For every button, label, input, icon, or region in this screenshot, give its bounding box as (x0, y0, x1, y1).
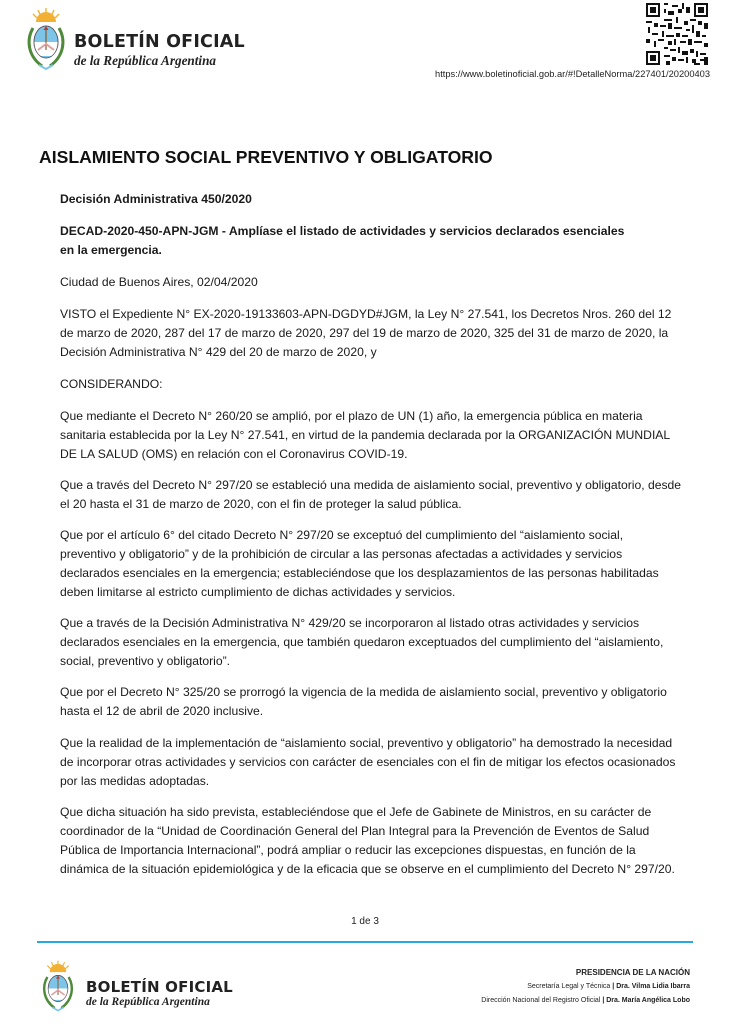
footer-boletin-logo (40, 958, 260, 1018)
qr-code-icon (646, 3, 708, 65)
footer-credits (481, 966, 690, 1008)
credit-name: Dra. María Angélica Lobo (606, 997, 690, 1004)
footer-logo-subtitle: de la República Argentina (86, 996, 210, 1008)
credit-organization: Secretaría Legal y Técnica (527, 983, 611, 990)
considerando-paragraph: Que por el artículo 6° del citado Decreto N° 297/20 se exceptuó del cumplimiento del “aislamiento social, preventivo y obligatorio” y de la prohibición de circular a las personas afectadas a actividades y servicios declarados esenciales en la emergencia; estableciéndose que los desplazamientos de las personas habilitadas deben limitarse al estricto cumplimiento de dichas actividades y servicios. (60, 528, 659, 599)
page-title: AISLAMIENTO SOCIAL PREVENTIVO Y OBLIGATORIO (39, 147, 493, 167)
visto-paragraph: VISTO el Expediente N° EX-2020-19133603-APN-DGDYD#JGM, la Ley N° 27.541, los Decretos Nros. 260 del 12 de marzo de 2020, 287 del 17 de marzo de 2020, 297 del 19 de marzo de 2020, 325 del 31 de marzo de 2020, la Decisión Administrativa N° 429 del 20 de marzo de 2020, y (60, 307, 672, 359)
page-number: 1 de 3 (351, 916, 379, 927)
place-date: Ciudad de Buenos Aires, 02/04/2020 (60, 275, 258, 289)
considerando-paragraph: Que dicha situación ha sido prevista, estableciéndose que el Jefe de Gabinete de Ministros, en su carácter de coordinador de la “Unidad de Coordinación General del Plan Integral para la Prevención de Eventos de Salud Pública de Importancia Internacional”, podrá ampliar o reducir las excepciones dispuestas, en función de la dinámica de la situación epidemiológica y de la eficacia que se observe en el cumplimiento del Decreto N° 297/20. (60, 805, 675, 876)
argentina-coat-of-arms-icon (40, 958, 76, 1014)
document-url: https://www.boletinoficial.gob.ar/#!DetalleNorma/227401/20200403 (435, 69, 710, 79)
footer-credit-line (481, 994, 690, 1008)
footer-divider (37, 941, 693, 943)
page-header (0, 0, 730, 90)
considerando-paragraph: Que por el Decreto N° 325/20 se prorrogó la vigencia de la medida de aislamiento social, preventivo y obligatorio hasta el 12 de abril de 2020 inclusive. (60, 685, 667, 718)
logo-title: BOLETÍN OFICIAL (74, 32, 245, 52)
presidency-label: PRESIDENCIA DE LA NACIÓN (575, 968, 690, 977)
considerando-paragraph: Que la realidad de la implementación de “aislamiento social, preventivo y obligatorio” ha demostrado la necesidad de incorporar otras actividades y servicios con carácter de esenciales con el fin de mitigar los efectos ocasionados por las medidas adoptadas. (60, 736, 676, 788)
credit-organization: Dirección Nacional del Registro Oficial (481, 997, 601, 1004)
footer-credit-line (481, 980, 690, 994)
footer-logo-title: BOLETÍN OFICIAL (86, 978, 233, 996)
considerando-heading: CONSIDERANDO: (60, 377, 163, 391)
boletin-oficial-logo (24, 6, 244, 76)
considerando-paragraph: Que mediante el Decreto N° 260/20 se amplió, por el plazo de UN (1) año, la emergencia pública en materia sanitaria establecida por la Ley N° 27.541, en virtud de la pandemia declarada por la ORGANIZACIÓN MUNDIAL DE LA SALUD (OMS) en relación con el Coronavirus COVID-19. (60, 409, 670, 461)
decision-summary: DECAD-2020-450-APN-JGM - Amplíase el listado de actividades y servicios declarados esenciales en la emergencia. (60, 224, 625, 257)
credit-separator: | (602, 997, 605, 1004)
logo-subtitle: de la República Argentina (74, 53, 217, 68)
credit-name: Dra. Vilma Lidia Ibarra (616, 983, 690, 990)
considerando-paragraph: Que a través de la Decisión Administrativa N° 429/20 se incorporaron al listado otras actividades y servicios declarados esenciales en la emergencia, que también quedaron exceptuados del cumplimiento del “aislamiento, social, preventivo y obligatorio”. (60, 616, 664, 668)
argentina-coat-of-arms-icon (24, 6, 68, 72)
considerando-paragraph: Que a través del Decreto N° 297/20 se estableció una medida de aislamiento social, preventivo y obligatorio, desde el 20 hasta el 31 de marzo de 2020, con el fin de proteger la salud pública. (60, 478, 682, 511)
credit-separator: | (612, 983, 615, 990)
decision-number: Decisión Administrativa 450/2020 (60, 192, 252, 206)
